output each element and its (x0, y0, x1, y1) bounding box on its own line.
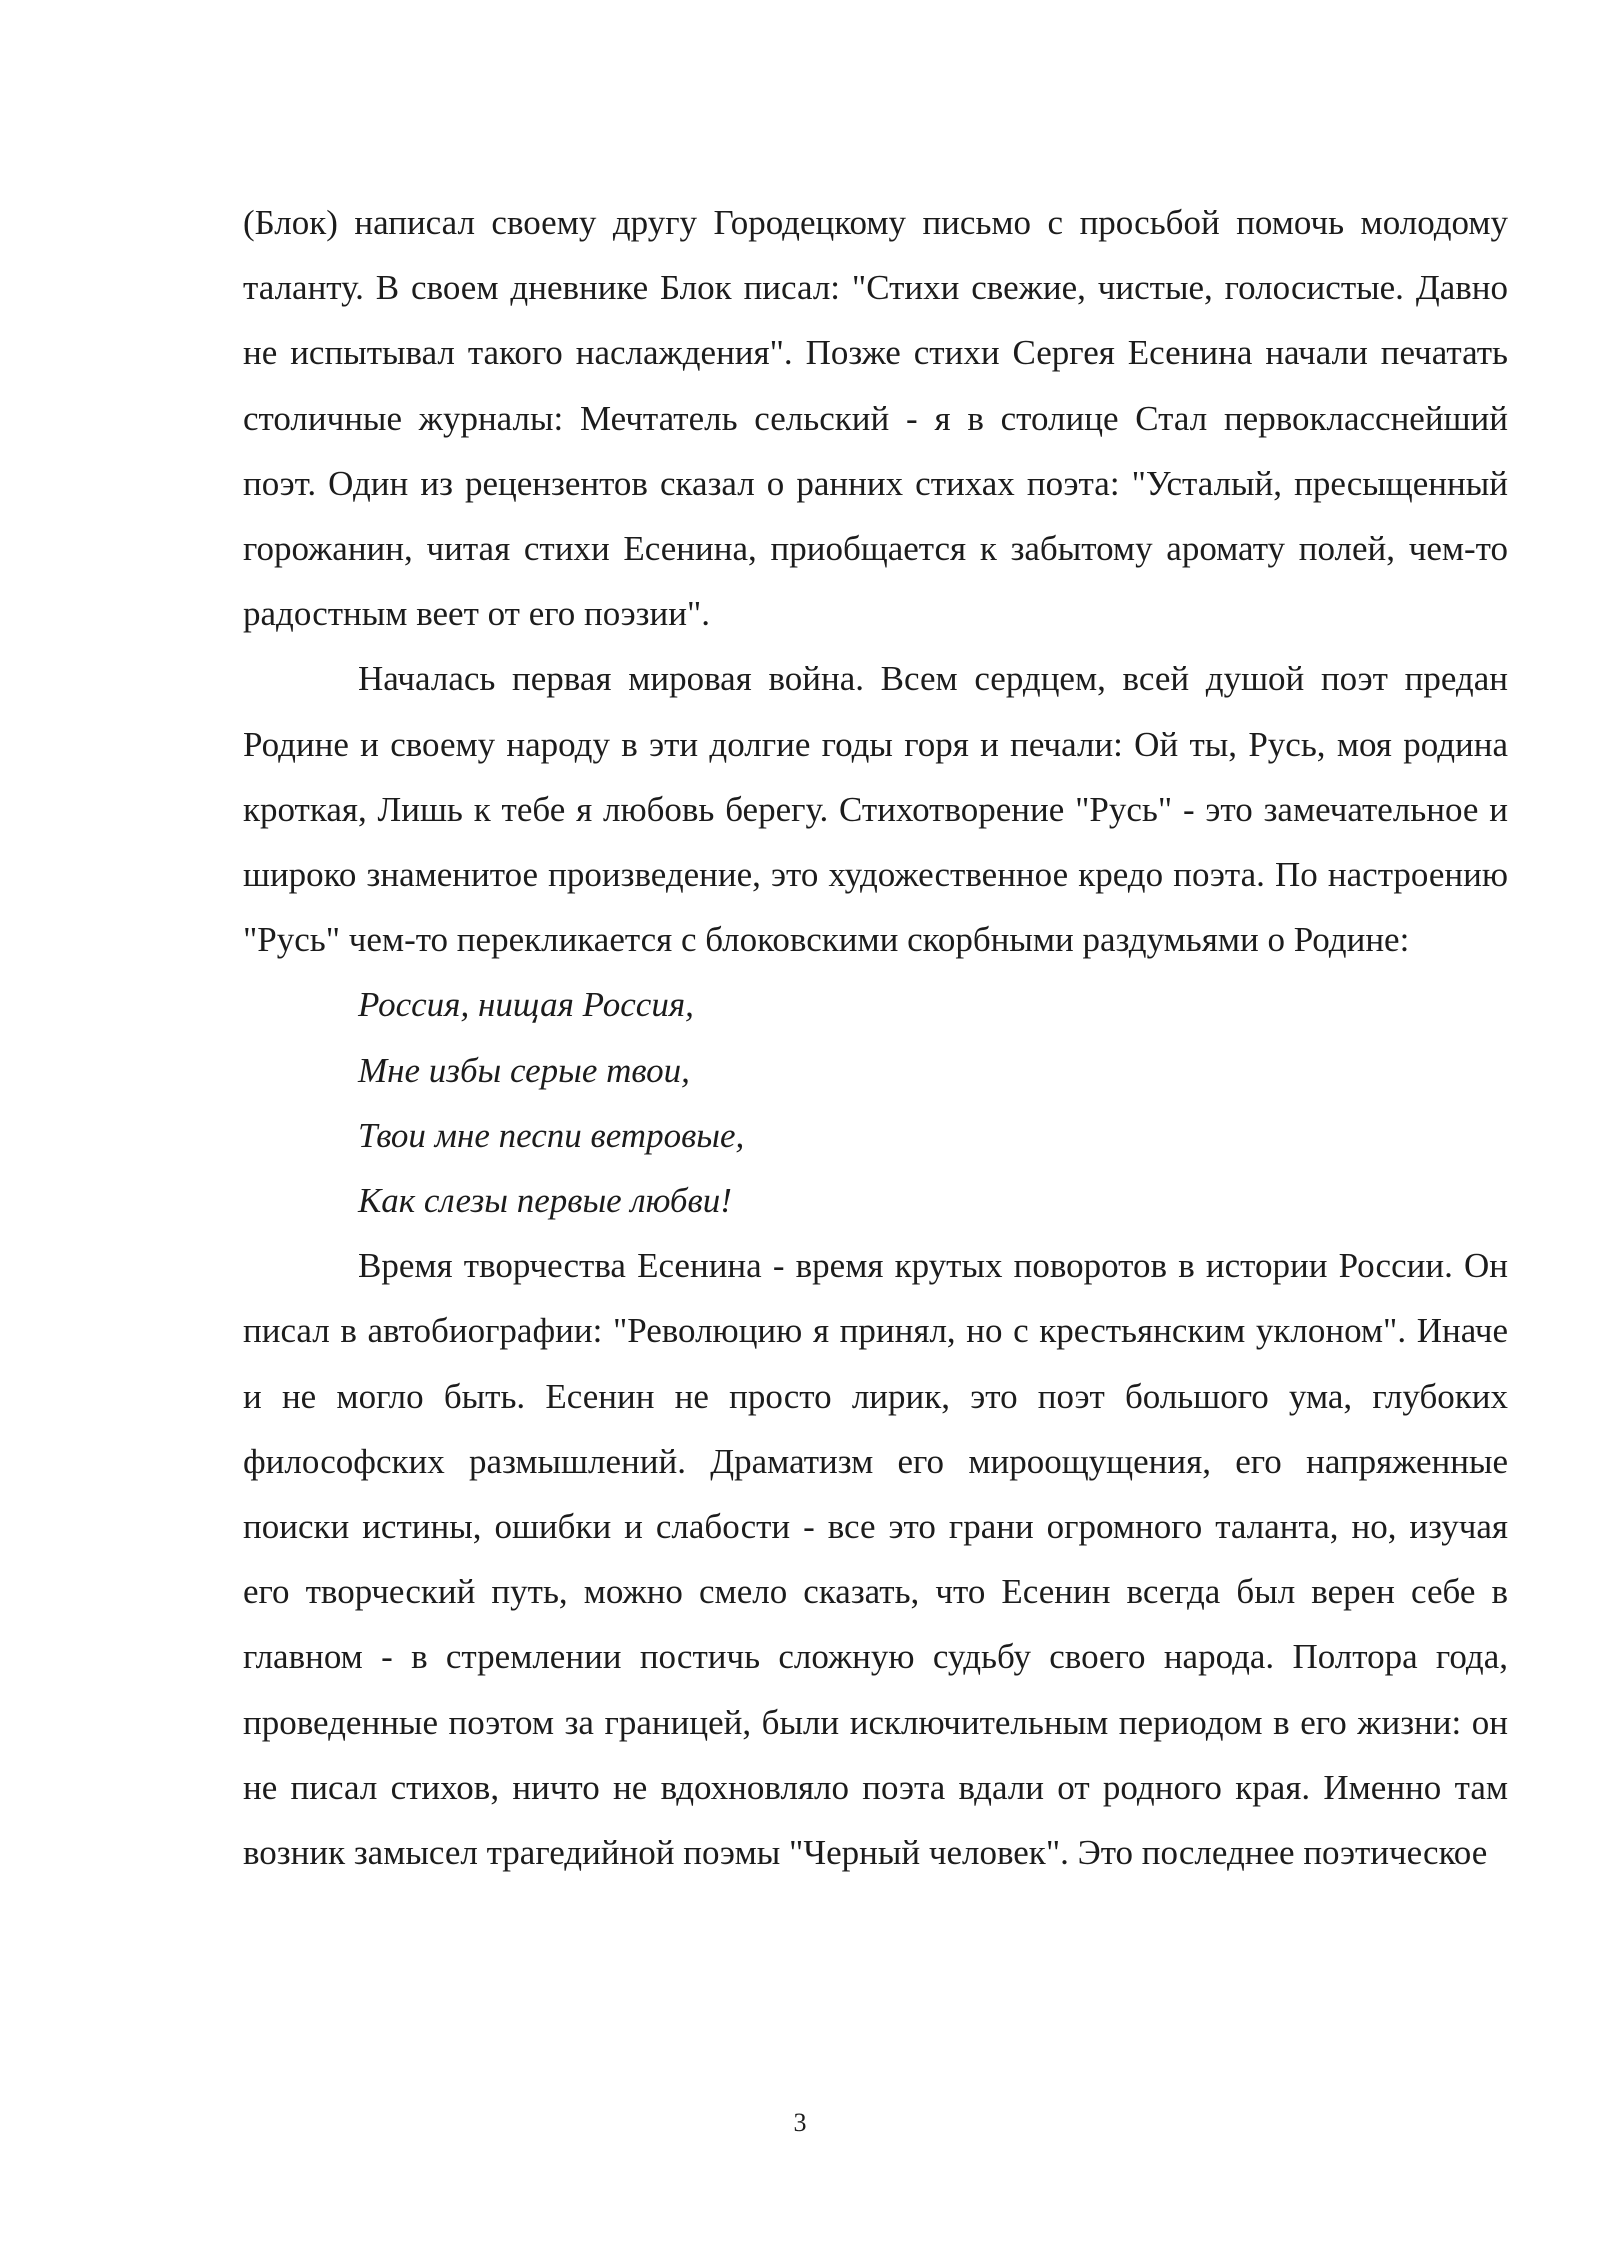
poem-quote (243, 972, 1508, 1233)
poem-line: Россия, нищая Россия, (358, 985, 694, 1025)
paragraph-2: Началась первая мировая война. Всем сердцем, всей душой поэт предан Родине и своему народу в эти долгие годы горя и печали: Ой ты, Русь, моя родина кроткая, Лишь к тебе я любовь берегу. Стихотворение "Русь" - это замечательное и широко знаменитое произведение, это художественное кредо поэта. По настроению "Русь" чем-то перекликается с блоковскими скорбными раздумьями о Родине: (243, 659, 1508, 960)
page-number: 3 (793, 2108, 807, 2137)
poem-line: Твои мне песпи ветровые, (358, 1115, 745, 1155)
paragraph-3: Время творчества Есенина - время крутых поворотов в истории России. Он писал в автобиографии: "Революцию я принял, но с крестьянским уклоном". Иначе и не могло быть. Есенин не просто лирик, это поэт большого ума, глубоких философских размышлений. Драматизм его мироощущения, его напряженные поиски истины, ошибки и слабости - все это грани огромного таланта, но, изучая его творческий путь, можно смело сказать, что Есенин всегда был верен себе в главном - в стремлении постичь сложную судьбу своего народа. Полтора года, проведенные поэтом за границей, были исключительным периодом в его жизни: он не писал стихов, ничто не вдохновляло поэта вдали от родного края. Именно там возник замысел трагедийной поэмы "Черный человек". Это последнее поэтическое (243, 1246, 1508, 1873)
poem-line: Мне избы серые твои, (358, 1050, 690, 1090)
paragraph-1: (Блок) написал своему другу Городецкому письмо с просьбой помочь молодому таланту. В своем дневнике Блок писал: "Стихи свежие, чистые, голосистые. Давно не испытывал такого наслаждения". Позже стихи Сергея Есенина начали печатать столичные журналы: Мечтатель сельский - я в столице Стал первокласснейший поэт. Один из рецензентов сказал о ранних стихах поэта: "Усталый, пресыщенный горожанин, читая стихи Есенина, приобщается к забытому аромату полей, чем-то радостным веет от его поэзии". (243, 203, 1508, 634)
page-content (243, 190, 1508, 1885)
poem-line: Как слезы первые любви! (358, 1181, 732, 1221)
